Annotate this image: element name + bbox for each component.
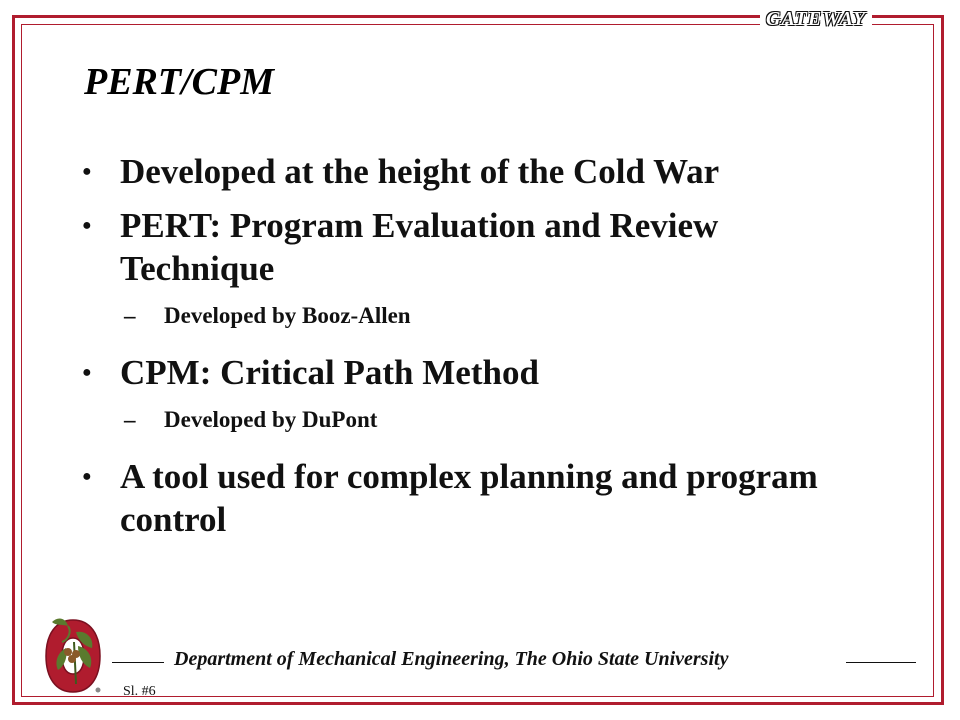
- dash-icon: –: [124, 407, 136, 432]
- bullet-item: [80, 150, 880, 193]
- bullet-dot-icon: ●: [82, 364, 92, 381]
- dash-icon: –: [124, 303, 136, 328]
- sub-bullet-item: [80, 301, 880, 331]
- bullet-text: A tool used for complex planning and program control: [120, 457, 818, 539]
- footer-left-rule: [112, 662, 164, 663]
- bullet-text: Developed at the height of the Cold War: [120, 152, 720, 191]
- sub-bullet-text: Developed by Booz-Allen: [164, 303, 411, 328]
- bullet-item: [80, 455, 880, 541]
- bullet-text: CPM: Critical Path Method: [120, 353, 539, 392]
- bullet-text: PERT: Program Evaluation and Review Technique: [120, 206, 719, 288]
- bullet-dot-icon: ●: [82, 468, 92, 485]
- slide-number: Sl. #6: [123, 684, 156, 699]
- sub-bullet-text: Developed by DuPont: [164, 407, 378, 432]
- bullet-item: [80, 204, 880, 290]
- gateway-label: GATEWAY: [760, 8, 872, 31]
- footer-department: Department of Mechanical Engineering, The Ohio State University: [174, 648, 729, 670]
- slide-title: PERT/CPM: [84, 61, 275, 103]
- ohio-state-logo-icon: [38, 612, 108, 700]
- bullet-dot-icon: ●: [82, 163, 92, 180]
- sub-bullet-item: [80, 405, 880, 435]
- bullet-list: [80, 150, 880, 552]
- footer-right-rule: [846, 662, 916, 663]
- bullet-dot-icon: ●: [82, 217, 92, 234]
- bullet-item: [80, 351, 880, 394]
